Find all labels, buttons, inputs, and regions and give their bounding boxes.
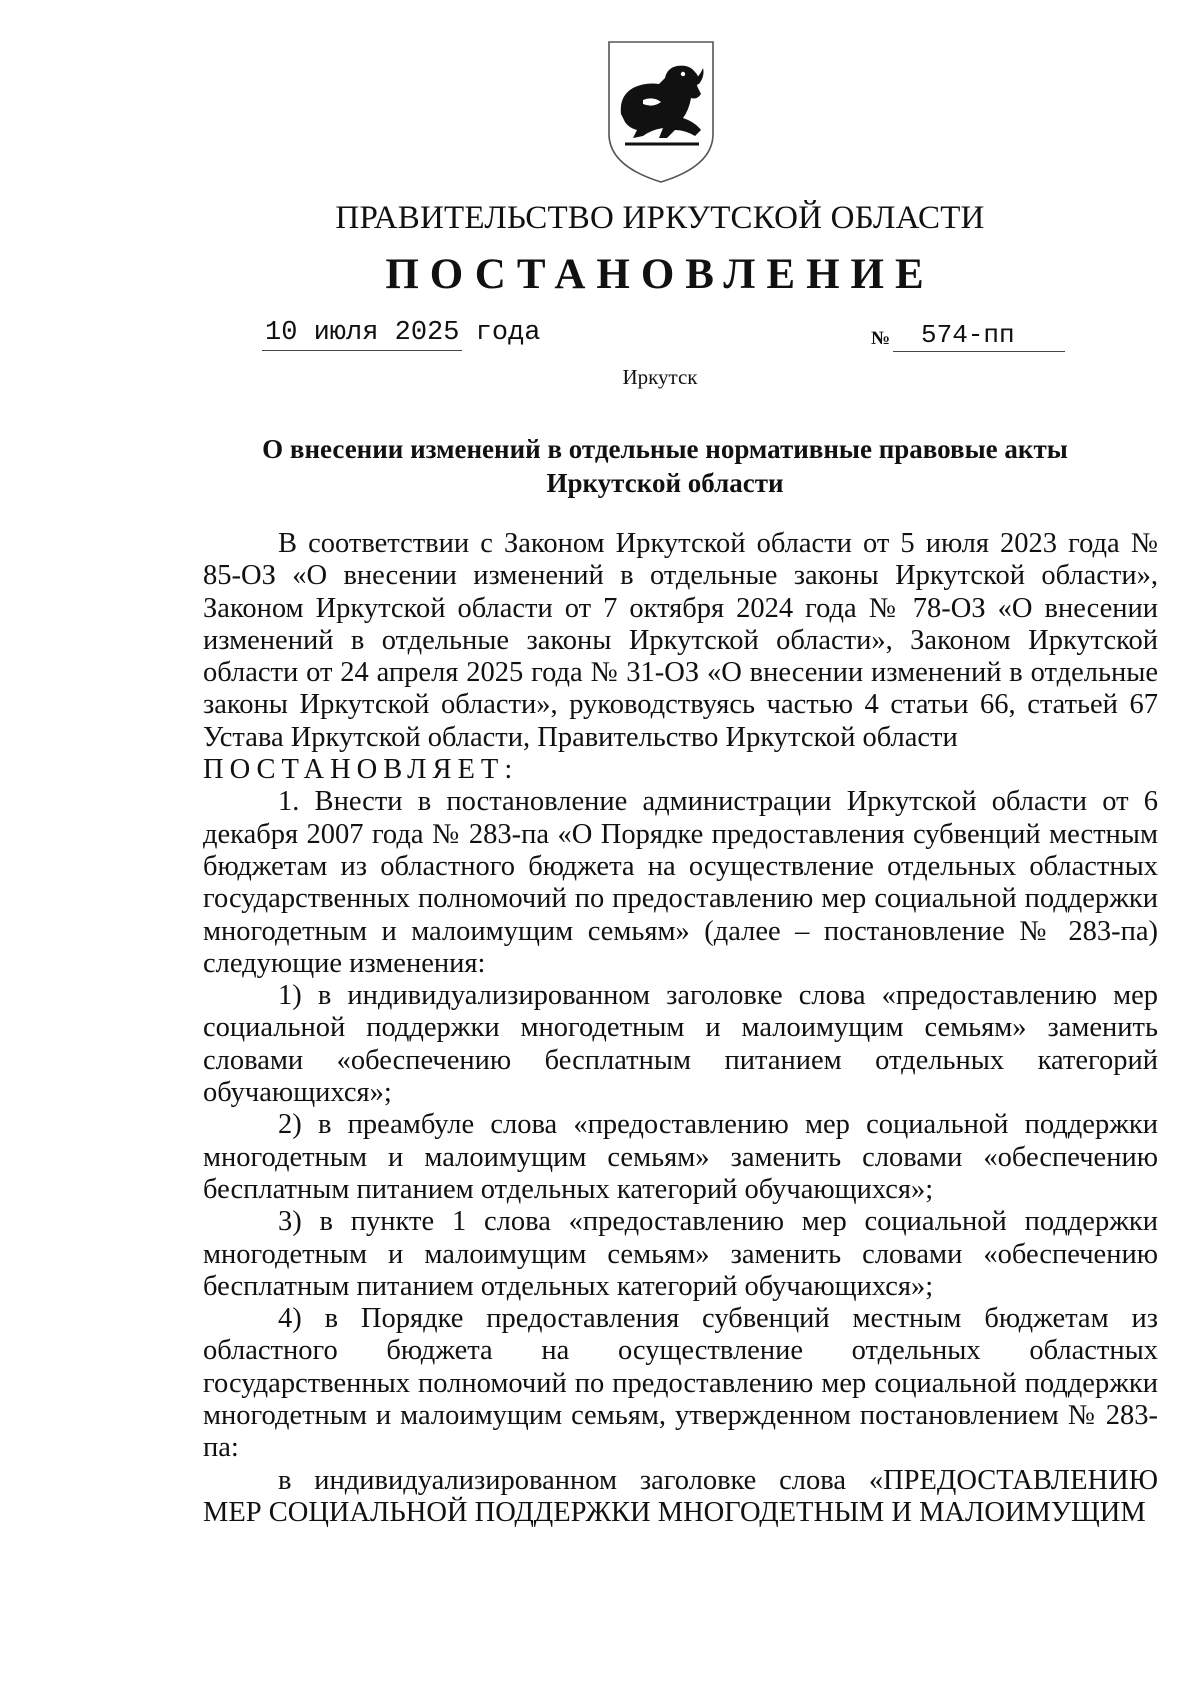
subclause-2-paragraph: 2) в преамбуле слова «предоставлению мер социальной поддержки многодетным и малоимущим семьям» заменить словами «обеспечению бесплатным питанием отдельных категорий обучающихся»; [203,1109,1158,1205]
resolves-word: ПОСТАНОВЛЯЕТ: [203,754,519,786]
document-title: О внесении изменений в отдельные нормативные правовые акты Иркутской области [262,434,1068,498]
subclause-1-paragraph: 1) в индивидуализированном заголовке слова «предоставлению мер социальной поддержки многодетным и малоимущим семьям» заменить словами «обеспечению бесплатным питанием отдельных категорий обучающихся»; [203,980,1158,1109]
number-sign: № [871,328,891,349]
clause-1-paragraph: 1. Внести в постановление администрации Иркутской области от 6 декабря 2007 года № 283-па «О Порядке предоставления субвенций местным бюджетам из областного бюджета на осуществление отдельных областных государственных полномочий по предоставлению мер социальной поддержки многодетным и малоимущим семьям» (далее – постановление № 283-па) следующие изменения: [203,786,1158,979]
document-body [203,528,1158,1529]
number-underline [893,351,1065,352]
subclause-3-paragraph: 3) в пункте 1 слова «предоставлению мер социальной поддержки многодетным и малоимущим семьям» заменить словами «обеспечению бесплатным питанием отдельных категорий обучающихся»; [203,1206,1158,1302]
coat-of-arms-icon [603,38,719,186]
preamble-paragraph: В соответствии с Законом Иркутской области от 5 июля 2023 года № 85-ОЗ «О внесении изменений в отдельные законы Иркутской области», Законом Иркутской области от 7 октября 2024 года № 78-ОЗ «О внесении изменений в отдельные законы Иркутской области», Законом Иркутской области от 24 апреля 2025 года № 31-ОЗ «О внесении изменений в отдельные законы Иркутской области», руководствуясь частью 4 статьи 66, статьей 67 Устава Иркутской области, Правительство Иркутской области [203,528,1158,753]
document-date: 10 июля 2025 года [265,318,541,348]
subclause-4-paragraph: 4) в Порядке предоставления субвенций местным бюджетам из областного бюджета на осуществление отдельных областных государственных полномочий по предоставлению мер социальной поддержки многодетным и малоимущим семьям, утвержденном постановлением № 283-па: [203,1303,1158,1464]
date-underline [262,350,462,351]
subclause-4-detail-paragraph: в индивидуализированном заголовке слова «ПРЕДОСТАВЛЕНИЮ МЕР СОЦИАЛЬНОЙ ПОДДЕРЖКИ МНОГОДЕТНЫМ И МАЛОИМУЩИМ [203,1464,1158,1528]
city-name: Иркутск [622,365,698,389]
document-type: ПОСТАНОВЛЕНИЕ [385,251,935,298]
government-name: ПРАВИТЕЛЬСТВО ИРКУТСКОЙ ОБЛАСТИ [335,200,985,236]
document-number: 574-пп [921,320,1015,350]
